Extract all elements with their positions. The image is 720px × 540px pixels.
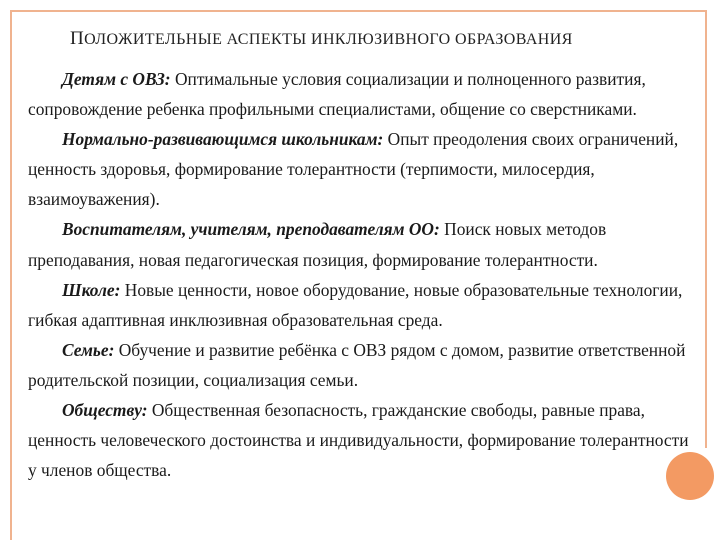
paragraph-lead: Детям с ОВЗ: bbox=[62, 69, 171, 89]
title-rest: ОЛОЖИТЕЛЬНЫЕ АСПЕКТЫ ИНКЛЮЗИВНОГО ОБРАЗОВАНИЯ bbox=[84, 31, 573, 48]
paragraph-school bbox=[28, 275, 696, 335]
paragraph-text: Опыт преодоления своих ограничений, ценность здоровья, формирование толерантности (терпимости, милосердия, взаимоуважения). bbox=[28, 129, 679, 210]
slide-title bbox=[70, 28, 690, 50]
paragraph-lead: Обществу: bbox=[62, 400, 148, 421]
paragraph-teachers bbox=[28, 214, 696, 274]
frame-right-line bbox=[705, 10, 707, 448]
paragraph-lead: Воспитателям, учителям, преподавателям ОО: bbox=[62, 219, 440, 240]
paragraph-children-ovz bbox=[28, 64, 696, 124]
paragraph-lead: Школе: bbox=[62, 279, 121, 300]
frame-top-line bbox=[10, 10, 707, 12]
title-first-letter: П bbox=[70, 28, 85, 49]
paragraph-students bbox=[28, 124, 696, 214]
paragraph-text: Общественная безопасность, гражданские свободы, равные права, ценность человеческого достоинства и индивидуальности, формирование толерантности у членов общества. bbox=[28, 400, 689, 481]
frame-left-line bbox=[10, 10, 12, 540]
paragraph-text: Оптимальные условия социализации и полноценного развития, сопровождение ребенка профильными специалистами, общение со сверстниками. bbox=[28, 69, 646, 120]
slide-body bbox=[28, 64, 696, 485]
paragraph-text: Поиск новых методов преподавания, новая педагогическая позиция, формирование толерантности. bbox=[28, 219, 607, 270]
paragraph-text: Обучение и развитие ребёнка с ОВЗ рядом с домом, развитие ответственной родительской позиции, социализация семьи. bbox=[28, 339, 686, 390]
paragraph-text: Новые ценности, новое оборудование, новые образовательные технологии, гибкая адаптивная инклюзивная образовательная среда. bbox=[28, 279, 683, 330]
paragraph-society bbox=[28, 395, 696, 485]
paragraph-lead: Нормально-развивающимся школьникам: bbox=[62, 129, 384, 150]
paragraph-family bbox=[28, 335, 696, 395]
paragraph-lead: Семье: bbox=[62, 339, 115, 360]
